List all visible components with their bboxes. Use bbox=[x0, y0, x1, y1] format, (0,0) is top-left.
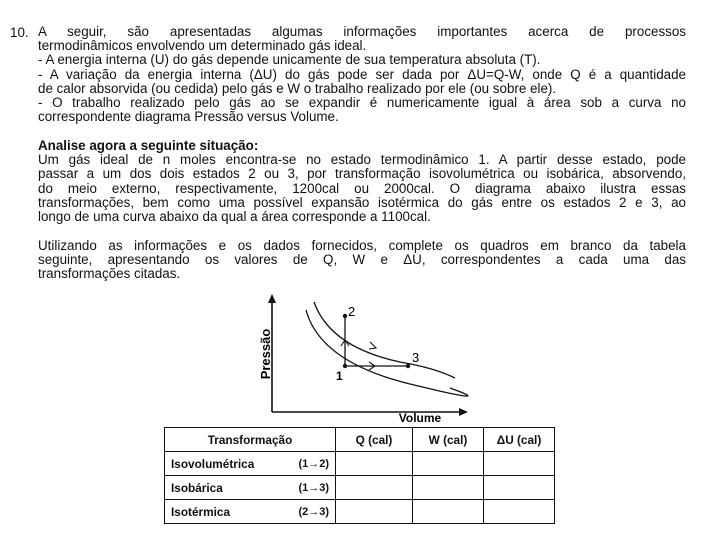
transformation-name: Isotérmica bbox=[171, 504, 231, 519]
q-input-cell[interactable] bbox=[336, 452, 413, 476]
intro-line: - O trabalho realizado pelo gás ao se expandir é numericamente igual à área sob a curva no bbox=[38, 95, 686, 111]
situation-paragraph bbox=[38, 139, 686, 224]
intro-line: termodinâmicos envolvendo um determinado gás ideal. bbox=[38, 38, 367, 54]
y-axis-label: Pressão bbox=[258, 328, 273, 380]
situation-line: do meio externo, respectivamente, 1200cal ou 2000cal. O diagrama abaixo ilustra essas bbox=[38, 180, 686, 196]
transformation-name: Isovolumétrica bbox=[171, 456, 255, 471]
table-header-row bbox=[165, 428, 555, 452]
table-row bbox=[165, 452, 555, 476]
transformation-path: (1→2) bbox=[298, 457, 329, 470]
table-header: W (cal) bbox=[413, 428, 484, 452]
x-axis-arrowhead bbox=[459, 408, 468, 416]
intro-line: correspondente diagrama Pressão versus Volume. bbox=[38, 109, 339, 125]
table-header: Transformação bbox=[165, 428, 336, 452]
situation-line: passar a um dos dois estados 2 ou 3, por transformação isovolumétrica ou isobárica, absorvendo, bbox=[38, 166, 686, 182]
intro-line: A seguir, são apresentadas algumas informações importantes acerca de processos bbox=[38, 24, 686, 39]
du-input-cell[interactable] bbox=[484, 476, 555, 500]
state-point-1 bbox=[343, 364, 347, 368]
intro-line: de calor absorvida (ou cedida) pelo gás e W o trabalho realizado por ele (ou sobre ele). bbox=[38, 80, 557, 96]
table-header: ΔU (cal) bbox=[484, 428, 555, 452]
w-input-cell[interactable] bbox=[413, 500, 484, 524]
state-point-3 bbox=[406, 364, 410, 368]
transformation-name: Isobárica bbox=[171, 480, 223, 495]
row-label-cell bbox=[165, 476, 336, 500]
state-label-3: 3 bbox=[412, 350, 420, 365]
instruction-paragraph bbox=[38, 239, 686, 282]
table-row bbox=[165, 476, 555, 500]
situation-heading: Analise agora a seguinte situação: bbox=[38, 138, 259, 153]
isothermal-arrow bbox=[369, 342, 376, 349]
question-number: 10. bbox=[10, 25, 29, 40]
state-label-2: 2 bbox=[348, 304, 356, 319]
state-label-1: 1 bbox=[336, 369, 343, 383]
du-input-cell[interactable] bbox=[484, 500, 555, 524]
transformation-path: (1→3) bbox=[298, 481, 329, 494]
row-label-cell bbox=[165, 452, 336, 476]
state-point-2 bbox=[343, 314, 347, 318]
x-axis-label: Volume bbox=[398, 411, 442, 425]
situation-line: Um gás ideal de n moles encontra-se no estado termodinâmico 1. A partir desse estado, pode bbox=[38, 152, 686, 168]
table-row bbox=[165, 500, 555, 524]
w-input-cell[interactable] bbox=[413, 476, 484, 500]
isotherm-curve-inner bbox=[306, 310, 468, 396]
table-header: Q (cal) bbox=[336, 428, 413, 452]
pv-diagram bbox=[250, 292, 470, 428]
situation-line: transformações, bem como uma possível expansão isotérmica do gás entre os estados 2 e 3, ao bbox=[38, 194, 686, 210]
situation-line: longo de uma curva abaixo da qual a área corresponde a 1100cal. bbox=[38, 209, 431, 225]
instruction-line: seguinte, apresentando os valores de Q, W e ΔU, correspondentes a cada uma das bbox=[38, 252, 686, 268]
w-input-cell[interactable] bbox=[413, 452, 484, 476]
instruction-line: Utilizando as informações e os dados fornecidos, complete os quadros em branco da tabela bbox=[38, 238, 686, 253]
transformation-table bbox=[164, 427, 555, 524]
transformation-path: (2→3) bbox=[298, 505, 329, 518]
q-input-cell[interactable] bbox=[336, 500, 413, 524]
row-label-cell bbox=[165, 500, 336, 524]
q-input-cell[interactable] bbox=[336, 476, 413, 500]
intro-paragraph bbox=[38, 25, 686, 124]
instruction-line: transformações citadas. bbox=[38, 266, 181, 282]
intro-line: - A variação da energia interna (ΔU) do gás pode ser dada por ΔU=Q-W, onde Q é a quantidade bbox=[38, 66, 686, 82]
du-input-cell[interactable] bbox=[484, 452, 555, 476]
y-axis-arrowhead bbox=[268, 294, 276, 303]
intro-line: - A energia interna (U) do gás depende unicamente de sua temperatura absoluta (T). bbox=[38, 52, 541, 68]
